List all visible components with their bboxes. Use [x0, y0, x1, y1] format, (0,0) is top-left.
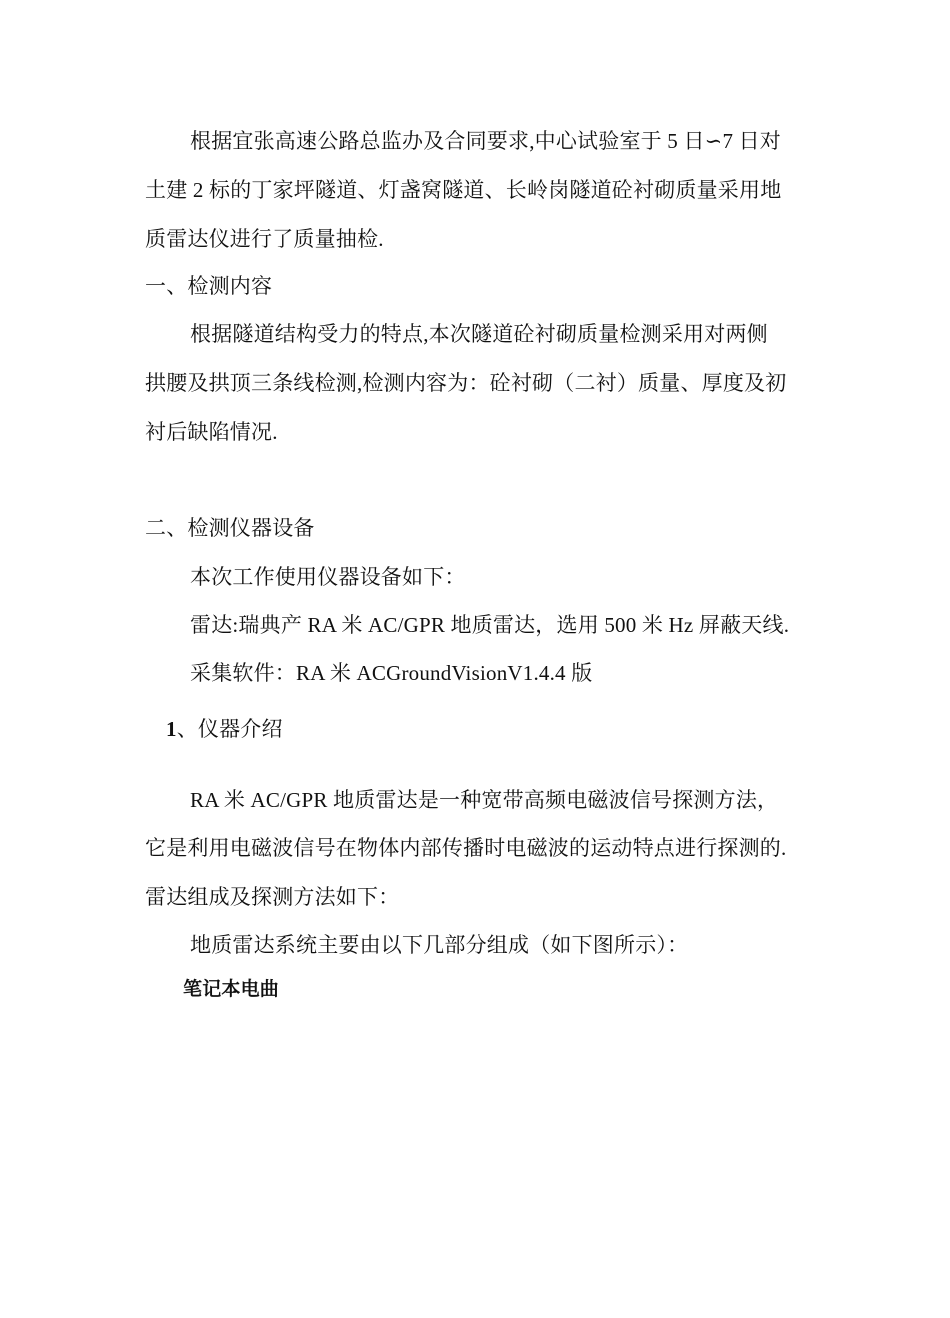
section-2-line-2: 雷达:瑞典产 RA 米 AC/GPR 地质雷达，选用 500 米 Hz 屏蔽天线. [190, 613, 790, 637]
section-1-line-2: 拱腰及拱顶三条线检测,检测内容为：砼衬砌（二衬）质量、厚度及初 [145, 371, 787, 395]
section-2-heading: 二、检测仪器设备 [145, 516, 315, 540]
section-2-line-3: 采集软件：RA 米 ACGroundVisionV1.4.4 版 [190, 661, 593, 685]
subsection-1-title: 、仪器介绍 [176, 717, 283, 741]
subsection-1-line-4: 地质雷达系统主要由以下几部分组成（如下图所示）： [190, 933, 689, 957]
figure-label: 笔记本电曲 [183, 978, 280, 1000]
intro-line-3: 质雷达仪进行了质量抽检. [145, 227, 384, 251]
subsection-1-number: 1 [166, 717, 177, 741]
section-2-line-1: 本次工作使用仪器设备如下： [190, 565, 466, 589]
intro-line-2: 土建 2 标的丁家坪隧道、灯盏窝隧道、长岭岗隧道砼衬砌质量采用地 [145, 178, 782, 202]
subsection-1-heading [166, 714, 283, 744]
subsection-1-line-2: 它是利用电磁波信号在物体内部传播时电磁波的运动特点进行探测的. [145, 836, 787, 860]
subsection-1-line-3: 雷达组成及探测方法如下： [145, 885, 400, 909]
subsection-1-line-1: RA 米 AC/GPR 地质雷达是一种宽带高频电磁波信号探测方法， [190, 788, 779, 812]
section-1-line-3: 衬后缺陷情况. [145, 420, 278, 444]
section-1-line-1: 根据隧道结构受力的特点,本次隧道砼衬砌质量检测采用对两侧 [190, 322, 768, 346]
intro-line-1: 根据宜张高速公路总监办及合同要求,中心试验室于 5 日∽7 日对 [190, 129, 781, 153]
section-1-heading: 一、检测内容 [145, 274, 273, 298]
